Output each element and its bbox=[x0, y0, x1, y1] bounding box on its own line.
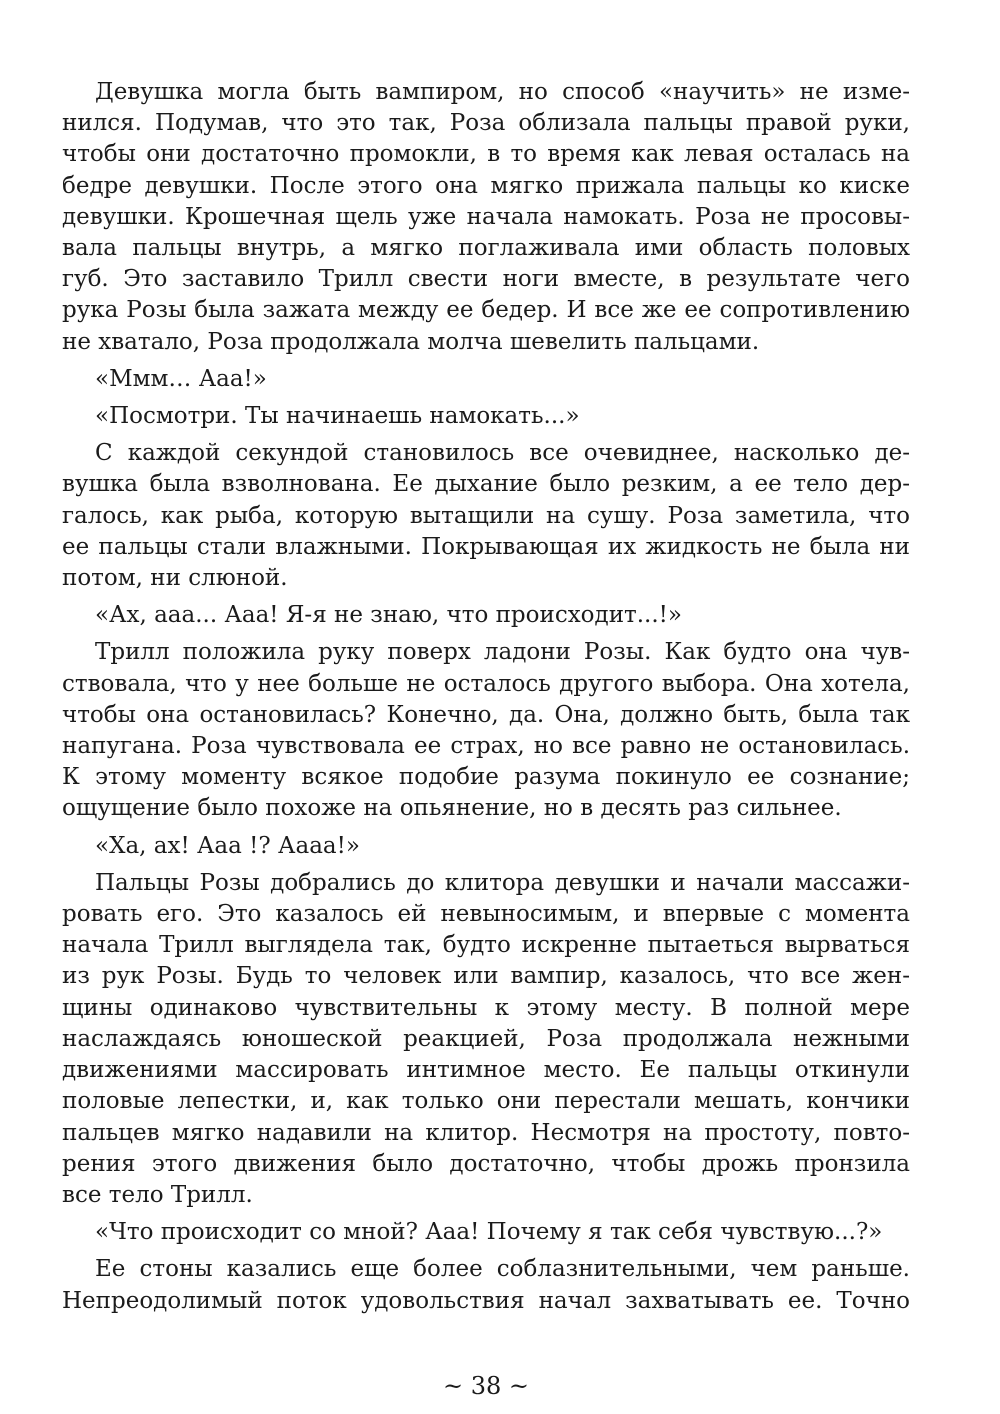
paragraph bbox=[62, 438, 910, 594]
text-line: чтобы она остановилась? Конечно, да. Она, должно быть, была так bbox=[62, 701, 910, 728]
text-line: щины одинаково чувствительны к этому месту. В полной мере bbox=[62, 994, 910, 1021]
text-line: ровать его. Это казалось ей невыносимым, и впервые с момента bbox=[62, 901, 910, 928]
paragraph bbox=[62, 77, 910, 358]
text-line: рука Розы была зажата между ее бедер. И все же ее сопротивлению bbox=[62, 297, 910, 324]
text-line: Трилл положила руку поверх ладони Розы. Как будто она чув- bbox=[95, 639, 910, 666]
text-line: «Ах, ааа... Ааа! Я-я не знаю, что происходит...!» bbox=[95, 602, 682, 629]
paragraph bbox=[62, 364, 910, 395]
text-line: девушки. Крошечная щель уже начала намокать. Роза не просовы- bbox=[62, 203, 910, 230]
text-line: половые лепестки, и, как только они перестали мешать, кончики bbox=[62, 1088, 910, 1115]
text-line: С каждой секундой становилось все очевиднее, насколько де- bbox=[95, 440, 910, 467]
text-line: вушка была взволнована. Ее дыхание было резким, а ее тело дер- bbox=[62, 471, 910, 498]
text-line: движениями массировать интимное место. Ее пальцы откинули bbox=[62, 1057, 910, 1084]
text-line: вала пальцы внутрь, а мягко поглаживала ими область половых bbox=[62, 235, 910, 262]
paragraph bbox=[62, 637, 910, 824]
text-line: «Ммм… Ааа!» bbox=[95, 365, 267, 392]
text-line: ствовала, что у нее больше не осталось другого выбора. Она хотела, bbox=[62, 670, 910, 697]
text-line: напугана. Роза чувствовала ее страх, но все равно не остановилась. bbox=[62, 733, 910, 760]
paragraph bbox=[62, 1217, 910, 1248]
text-line: ощущение было похоже на опьянение, но в десять раз сильнее. bbox=[62, 795, 842, 822]
text-line: все тело Трилл. bbox=[62, 1181, 253, 1208]
text-line: пальцев мягко надавили на клитор. Несмотря на простоту, повто- bbox=[62, 1119, 910, 1146]
text-line: «Посмотри. Ты начинаешь намокать...» bbox=[95, 403, 580, 430]
text-line: чтобы они достаточно промокли, в то время как левая осталась на bbox=[62, 141, 910, 168]
text-line: не хватало, Роза продолжала молча шевелить пальцами. bbox=[62, 328, 760, 355]
text-line: начала Трилл выглядела так, будто искренне пытаеться вырваться bbox=[62, 932, 910, 959]
paragraph bbox=[62, 600, 910, 631]
text-line: Непреодолимый поток удовольствия начал захватывать ее. Точно bbox=[62, 1287, 910, 1314]
paragraph bbox=[62, 1254, 910, 1316]
text-line: из рук Розы. Будь то человек или вампир, казалось, что все жен- bbox=[62, 963, 910, 990]
text-line: рения этого движения было достаточно, чтобы дрожь пронзила bbox=[62, 1150, 910, 1177]
text-line: галось, как рыба, которую вытащили на сушу. Роза заметила, что bbox=[62, 502, 910, 529]
page-text bbox=[62, 77, 910, 1317]
text-line: ее пальцы стали влажными. Покрывающая их жидкость не была ни bbox=[62, 533, 910, 560]
text-line: наслаждаясь юношеской реакцией, Роза продолжала нежными bbox=[62, 1025, 910, 1052]
text-line: «Ха, ах! Ааа !? Аааа!» bbox=[95, 832, 360, 859]
paragraph bbox=[62, 868, 910, 1211]
paragraph bbox=[62, 401, 910, 432]
text-line: К этому моменту всякое подобие разума покинуло ее сознание; bbox=[62, 764, 910, 791]
text-line: Пальцы Розы добрались до клитора девушки и начали массажи- bbox=[95, 869, 910, 896]
paragraph bbox=[62, 831, 910, 862]
text-line: бедре девушки. После этого она мягко прижала пальцы ко киске bbox=[62, 172, 910, 199]
text-line: губ. Это заставило Трилл свести ноги вместе, в результате чего bbox=[62, 266, 910, 293]
text-line: Ее стоны казались еще более соблазнительными, чем раньше. bbox=[95, 1256, 910, 1283]
text-line: «Что происходит со мной? Ааа! Почему я так себя чувствую...?» bbox=[95, 1219, 883, 1246]
text-line: нился. Подумав, что это так, Роза облизала пальцы правой руки, bbox=[62, 110, 910, 137]
text-line: Девушка могла быть вампиром, но способ «научить» не изме- bbox=[95, 79, 910, 105]
text-line: потом, ни слюной. bbox=[62, 565, 288, 592]
page-number: ~ 38 ~ bbox=[442, 1372, 529, 1400]
